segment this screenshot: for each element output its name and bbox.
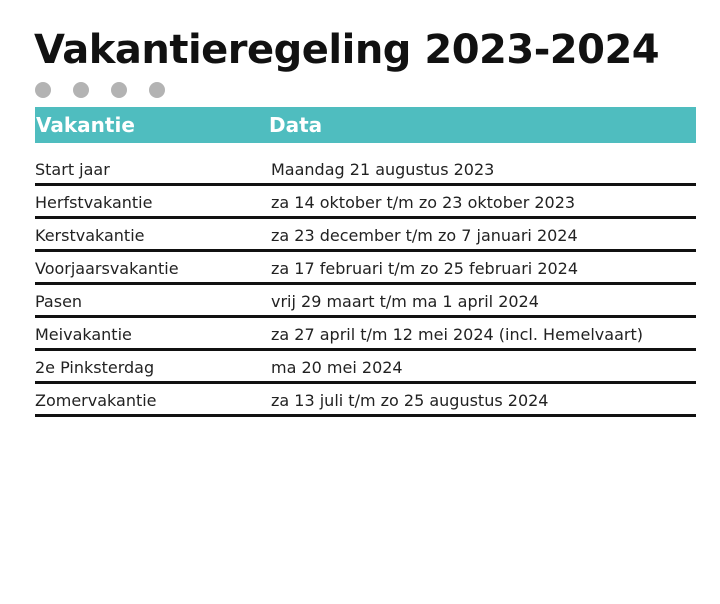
row-vakantie: Voorjaarsvakantie [35, 259, 179, 278]
decorative-dots [35, 82, 165, 98]
page-title: Vakantieregeling 2023-2024 [34, 27, 660, 73]
table-row [35, 285, 696, 318]
dot-icon [35, 82, 51, 98]
table-row [35, 318, 696, 351]
row-data: za 14 oktober t/m zo 23 oktober 2023 [271, 193, 576, 212]
row-data: za 23 december t/m zo 7 januari 2024 [271, 226, 578, 245]
table-row [35, 252, 696, 285]
table-row [35, 186, 696, 219]
table-row [35, 153, 696, 186]
row-vakantie: Pasen [35, 292, 83, 311]
dot-icon [149, 82, 165, 98]
header-vakantie: Vakantie [36, 113, 135, 137]
table-row [35, 351, 696, 384]
dot-icon [73, 82, 89, 98]
row-vakantie: Kerstvakantie [35, 226, 145, 245]
row-vakantie: Herfstvakantie [35, 193, 153, 212]
row-data: vrij 29 maart t/m ma 1 april 2024 [271, 292, 539, 311]
row-vakantie: Zomervakantie [35, 391, 157, 410]
row-vakantie: Meivakantie [35, 325, 132, 344]
row-data: za 27 april t/m 12 mei 2024 (incl. Hemelvaart) [271, 325, 643, 344]
row-data: ma 20 mei 2024 [271, 358, 403, 377]
table-header [35, 107, 696, 143]
holiday-table [35, 153, 696, 417]
row-data: za 17 februari t/m zo 25 februari 2024 [271, 259, 579, 278]
table-row [35, 384, 696, 417]
header-data: Data [269, 113, 323, 137]
table-row [35, 219, 696, 252]
row-vakantie: 2e Pinksterdag [35, 358, 155, 377]
row-data: Maandag 21 augustus 2023 [271, 160, 495, 179]
row-data: za 13 juli t/m zo 25 augustus 2024 [271, 391, 549, 410]
row-vakantie: Start jaar [35, 160, 110, 179]
dot-icon [111, 82, 127, 98]
